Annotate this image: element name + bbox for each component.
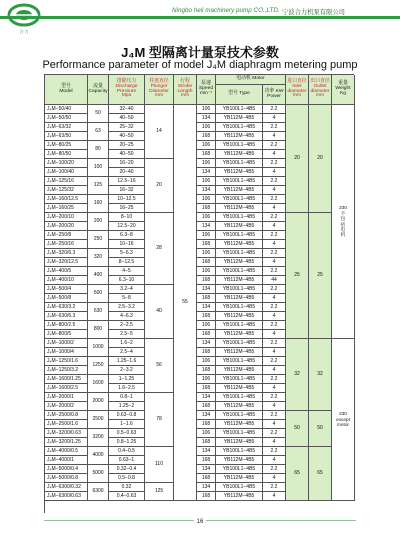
cell-capacity: 250 xyxy=(88,231,109,249)
cell-plunger: 14 xyxy=(145,105,174,159)
cell-motor-type: YB100L1−4B5 xyxy=(216,195,263,204)
company-name-cn: 宁波合力机泵有限公司 xyxy=(282,9,345,16)
cell-motor-power: 2.2 xyxy=(263,123,286,132)
cell-model: J₄M−80/25 xyxy=(45,141,88,150)
cell-motor-type: YB100L1−4B5 xyxy=(216,105,263,114)
cell-motor-power: 2.2 xyxy=(263,177,286,186)
cell-model: J₄M−1000/4 xyxy=(45,348,88,357)
cell-motor-type: YB112M−4B5 xyxy=(216,348,263,357)
cell-motor-power: 4 xyxy=(263,474,286,483)
cell-outlet: 50 xyxy=(309,411,332,447)
cell-plunger: 56 xyxy=(145,339,174,393)
cell-speed: 106 xyxy=(197,213,216,222)
cell-motor-type: YB112M−4B5 xyxy=(216,150,263,159)
cell-motor-power: 2.2 xyxy=(263,375,286,384)
cell-capacity: 3200 xyxy=(88,429,109,447)
cell-speed: 168 xyxy=(197,150,216,159)
cell-speed: 168 xyxy=(197,456,216,465)
cell-motor-type: YB100L1−4B5 xyxy=(216,141,263,150)
cell-motor-power: 4 xyxy=(263,294,286,303)
cell-motor-power: 4 xyxy=(263,150,286,159)
cell-model: J₄M−6300/0.63 xyxy=(45,492,88,501)
cell-motor-type: YB112M−4B5 xyxy=(216,240,263,249)
cell-motor-type: YB112M−4B5 xyxy=(216,312,263,321)
cell-motor-type: YB100L1−4B5 xyxy=(216,429,263,438)
page-number: 16 xyxy=(196,519,204,525)
cell-speed: 134 xyxy=(197,339,216,348)
cell-model: J₄M−63/32 xyxy=(45,123,88,132)
header-pressure: 排除压力 Discharge Pressure Mpa xyxy=(109,75,145,105)
cell-motor-type: YB100L1−4B5 xyxy=(216,123,263,132)
cell-pressure: 5−6.3 xyxy=(109,249,145,258)
cell-pressure: 0.8−1.25 xyxy=(109,438,145,447)
cell-speed: 106 xyxy=(197,195,216,204)
cell-motor-type: YB112M−4B5 xyxy=(216,492,263,501)
cell-pressure: 0.5−0.63 xyxy=(109,429,145,438)
cell-model: J₄M−800/2.5 xyxy=(45,321,88,330)
cell-speed: 168 xyxy=(197,384,216,393)
cell-motor-type: YB100L1−4B5 xyxy=(216,483,263,492)
cell-motor-type: YB100L1−4B5 xyxy=(216,447,263,456)
cell-pressure: 2−3.2 xyxy=(109,366,145,375)
cell-motor-type: YB100L1−4B5 xyxy=(216,177,263,186)
cell-motor-type: YB100L1−4B5 xyxy=(216,231,263,240)
cell-motor-power: 4 xyxy=(263,420,286,429)
cell-speed: 106 xyxy=(197,105,216,114)
cell-inlet: 32 xyxy=(286,339,309,411)
cell-speed: 168 xyxy=(197,258,216,267)
cell-pressure: 0.8−1 xyxy=(109,393,145,402)
cell-motor-power: 2.2 xyxy=(263,429,286,438)
cell-model: J₄M−400/10 xyxy=(45,276,88,285)
cell-capacity: 800 xyxy=(88,321,109,339)
cell-motor-type: YB112M−4B5 xyxy=(216,222,263,231)
cell-model: J₄M−125/16 xyxy=(45,177,88,186)
cell-motor-power: 2.2 xyxy=(263,321,286,330)
cell-speed: 106 xyxy=(197,249,216,258)
cell-pressure: 2.5−5 xyxy=(109,330,145,339)
cell-pressure: 16−20 xyxy=(109,159,145,168)
title-english: Performance parameter of model J₄M diaphragm metering pump xyxy=(42,59,358,71)
cell-pressure: 4−5 xyxy=(109,267,145,276)
cell-model: J₄M−6300/0.32 xyxy=(45,483,88,492)
cell-pressure: 12.5−16 xyxy=(109,177,145,186)
cell-motor-power: 44 xyxy=(263,276,286,285)
cell-motor-power: 2.2 xyxy=(263,213,286,222)
cell-plunger: 20 xyxy=(145,159,174,213)
cell-motor-power: 4 xyxy=(263,366,286,375)
cell-pressure: 1.25−2 xyxy=(109,402,145,411)
cell-model: J₄M−3200/1.25 xyxy=(45,438,88,447)
cell-motor-power: 2.2 xyxy=(263,465,286,474)
cell-model: J₄M−200/10 xyxy=(45,213,88,222)
cell-motor-power: 4 xyxy=(263,492,286,501)
cell-speed: 168 xyxy=(197,402,216,411)
cell-capacity: 1000 xyxy=(88,339,109,357)
cell-motor-type: YB100L1−4B5 xyxy=(216,465,263,474)
cell-model: J₄M−50/40 xyxy=(45,105,88,114)
cell-capacity: 1600 xyxy=(88,375,109,393)
cell-pressure: 8−10 xyxy=(109,213,145,222)
cell-speed: 168 xyxy=(197,420,216,429)
cell-model: J₄M−2500/0.8 xyxy=(45,411,88,420)
cell-model: J₄M−250/16 xyxy=(45,240,88,249)
cell-speed: 106 xyxy=(197,375,216,384)
cell-motor-power: 2.2 xyxy=(263,339,286,348)
cell-motor-type: YB100L1−4B5 xyxy=(216,267,263,276)
cell-model: J₄M−400/5 xyxy=(45,267,88,276)
cell-speed: 134 xyxy=(197,222,216,231)
cell-motor-power: 2.2 xyxy=(263,105,286,114)
cell-motor-type: YB100L1−4B5 xyxy=(216,375,263,384)
cell-pressure: 16−32 xyxy=(109,186,145,195)
cell-model: J₄M−320/12.5 xyxy=(45,258,88,267)
cell-motor-type: YB112M−4B5 xyxy=(216,474,263,483)
header-weight: 重量 Weight Kg xyxy=(332,75,355,105)
cell-motor-power: 2.2 xyxy=(263,411,286,420)
cell-capacity: 50 xyxy=(88,105,109,123)
cell-motor-power: 2.2 xyxy=(263,195,286,204)
cell-motor-type: YB100L1−4B5 xyxy=(216,357,263,366)
cell-motor-type: YB112M−4B5 xyxy=(216,294,263,303)
cell-capacity: 125 xyxy=(88,177,109,195)
cell-speed: 168 xyxy=(197,276,216,285)
cell-speed: 106 xyxy=(197,429,216,438)
header-capacity: 流量 Capacity xyxy=(88,75,109,105)
cell-motor-power: 4 xyxy=(263,240,286,249)
cell-motor-power: 2.2 xyxy=(263,141,286,150)
cell-plunger: 78 xyxy=(145,393,174,447)
cell-motor-power: 4 xyxy=(263,330,286,339)
cell-capacity: 100 xyxy=(88,159,109,177)
cell-weight: 230 except motor xyxy=(332,339,355,501)
header-divider xyxy=(0,16,400,19)
cell-motor-power: 2.2 xyxy=(263,267,286,276)
cell-pressure: 0.63−1 xyxy=(109,456,145,465)
cell-model: J₄M−160/12.5 xyxy=(45,195,88,204)
cell-inlet: 50 xyxy=(286,411,309,447)
header-speed: 泵速 Speed min⁻¹ xyxy=(197,75,216,105)
header-model: 型号 Model xyxy=(45,75,88,105)
cell-speed: 106 xyxy=(197,231,216,240)
cell-motor-type: YB100L1−4B5 xyxy=(216,339,263,348)
page-header xyxy=(0,0,400,36)
cell-motor-power: 2.2 xyxy=(263,357,286,366)
cell-model: J₄M−800/5 xyxy=(45,330,88,339)
cell-motor-type: YB112M−4B5 xyxy=(216,402,263,411)
cell-pressure: 20−40 xyxy=(109,168,145,177)
cell-speed: 168 xyxy=(197,330,216,339)
cell-model: J₄M−2000/1 xyxy=(45,393,88,402)
cell-model: J₄M−630/3.2 xyxy=(45,303,88,312)
cell-speed: 168 xyxy=(197,474,216,483)
cell-pressure: 32−40 xyxy=(109,105,145,114)
cell-motor-power: 4 xyxy=(263,222,286,231)
cell-motor-type: YB112M−4B5 xyxy=(216,384,263,393)
cell-speed: 168 xyxy=(197,438,216,447)
cell-capacity: 80 xyxy=(88,141,109,159)
cell-pressure: 25−32 xyxy=(109,123,145,132)
cell-model: J₄M−50/50 xyxy=(45,114,88,123)
cell-motor-power: 4 xyxy=(263,402,286,411)
logo-caption: 合 力 xyxy=(19,29,29,34)
cell-model: J₄M−2000/2 xyxy=(45,402,88,411)
cell-pressure: 40−50 xyxy=(109,132,145,141)
header-motor-power: 功率 KW Power xyxy=(263,85,286,105)
cell-stroke: 55 xyxy=(174,105,197,501)
cell-speed: 134 xyxy=(197,447,216,456)
cell-model: J₄M−100/40 xyxy=(45,168,88,177)
cell-capacity: 6300 xyxy=(88,483,109,501)
cell-model: J₄M−500/8 xyxy=(45,294,88,303)
cell-motor-type: YB112M−4B5 xyxy=(216,330,263,339)
cell-motor-type: YB112M−4B5 xyxy=(216,366,263,375)
cell-model: J₄M−1000/2 xyxy=(45,339,88,348)
cell-outlet: 65 xyxy=(309,447,332,501)
cell-pressure: 1−1.25 xyxy=(109,375,145,384)
cell-plunger: 40 xyxy=(145,285,174,339)
cell-model: J₄M−5000/0.4 xyxy=(45,465,88,474)
cell-capacity: 200 xyxy=(88,213,109,231)
cell-speed: 168 xyxy=(197,240,216,249)
cell-speed: 168 xyxy=(197,366,216,375)
cell-motor-type: YB112M−4B5 xyxy=(216,456,263,465)
cell-pressure: 2−2.5 xyxy=(109,321,145,330)
cell-speed: 134 xyxy=(197,168,216,177)
cell-model: J₄M−63/50 xyxy=(45,132,88,141)
cell-outlet: 32 xyxy=(309,339,332,411)
cell-inlet: 25 xyxy=(286,213,309,339)
cell-motor-power: 4 xyxy=(263,114,286,123)
cell-pressure: 1.25−1.6 xyxy=(109,357,145,366)
cell-model: J₄M−500/4 xyxy=(45,285,88,294)
cell-model: J₄M−200/20 xyxy=(45,222,88,231)
cell-speed: 168 xyxy=(197,348,216,357)
cell-model: J₄M−630/6.3 xyxy=(45,312,88,321)
cell-motor-power: 2.2 xyxy=(263,393,286,402)
cell-model: J₄M−100/20 xyxy=(45,159,88,168)
cell-weight: 230 不 包 括 电 机 xyxy=(332,105,355,339)
cell-motor-power: 4 xyxy=(263,438,286,447)
cell-pressure: 2.5−4 xyxy=(109,348,145,357)
cell-pressure: 3.2−4 xyxy=(109,285,145,294)
cell-pressure: 10−16 xyxy=(109,240,145,249)
cell-pressure: 6.3−8 xyxy=(109,231,145,240)
cell-motor-power: 4 xyxy=(263,186,286,195)
cell-pressure: 5−8 xyxy=(109,294,145,303)
cell-speed: 134 xyxy=(197,186,216,195)
cell-motor-type: YB112M−4B5 xyxy=(216,204,263,213)
cell-pressure: 0.63−0.8 xyxy=(109,411,145,420)
cell-model: J₄M−1250/3.2 xyxy=(45,366,88,375)
cell-speed: 106 xyxy=(197,267,216,276)
cell-model: J₄M−1600/2.5 xyxy=(45,384,88,393)
cell-pressure: 0.4−0.5 xyxy=(109,447,145,456)
cell-motor-power: 4 xyxy=(263,384,286,393)
cell-motor-type: YB100L1−4B5 xyxy=(216,303,263,312)
cell-speed: 134 xyxy=(197,393,216,402)
cell-speed: 106 xyxy=(197,159,216,168)
cell-motor-type: YB112M−4B5 xyxy=(216,420,263,429)
cell-capacity: 500 xyxy=(88,285,109,303)
cell-motor-power: 2.2 xyxy=(263,447,286,456)
header-inlet: 进口直径 Inlet diameter mm xyxy=(286,75,309,105)
cell-plunger: 110 xyxy=(145,447,174,483)
cell-speed: 134 xyxy=(197,465,216,474)
cell-motor-power: 4 xyxy=(263,456,286,465)
cell-inlet: 20 xyxy=(286,105,309,213)
cell-pressure: 0.5−0.8 xyxy=(109,474,145,483)
cell-motor-power: 4 xyxy=(263,168,286,177)
cell-motor-power: 4 xyxy=(263,132,286,141)
cell-pressure: 0.32−0.4 xyxy=(109,465,145,474)
cell-motor-type: YB112M−4B5 xyxy=(216,168,263,177)
cell-speed: 106 xyxy=(197,141,216,150)
cell-speed: 168 xyxy=(197,312,216,321)
header-plunger: 柱塞直径 Plunger Diameter mm xyxy=(145,75,174,105)
cell-capacity: 4000 xyxy=(88,447,109,465)
header-stroke: 行程 Stroke Length mm xyxy=(174,75,197,105)
cell-motor-type: YB100L1−4B5 xyxy=(216,249,263,258)
cell-plunger: 28 xyxy=(145,213,174,285)
cell-motor-power: 2.2 xyxy=(263,285,286,294)
cell-motor-type: YB100L1−4B5 xyxy=(216,321,263,330)
cell-pressure: 20−25 xyxy=(109,141,145,150)
cell-speed: 106 xyxy=(197,123,216,132)
cell-pressure: 4−6.3 xyxy=(109,312,145,321)
cell-motor-type: YB112M−4B5 xyxy=(216,276,263,285)
cell-speed: 168 xyxy=(197,132,216,141)
cell-capacity: 630 xyxy=(88,303,109,321)
cell-speed: 134 xyxy=(197,285,216,294)
cell-capacity: 63 xyxy=(88,123,109,141)
cell-model: J₄M−4000/0.5 xyxy=(45,447,88,456)
cell-motor-type: YB100L1−4B5 xyxy=(216,285,263,294)
cell-capacity: 2500 xyxy=(88,411,109,429)
cell-pressure: 8−12.5 xyxy=(109,258,145,267)
cell-motor-type: YB100L1−4B5 xyxy=(216,411,263,420)
parameter-table xyxy=(44,74,354,513)
cell-motor-power: 4 xyxy=(263,204,286,213)
cell-motor-power: 4 xyxy=(263,348,286,357)
cell-speed: 168 xyxy=(197,294,216,303)
cell-pressure: 6.3−10 xyxy=(109,276,145,285)
cell-motor-type: YB112M−4B5 xyxy=(216,186,263,195)
cell-pressure: 1.6−2.5 xyxy=(109,384,145,393)
cell-motor-type: YB100L1−4B5 xyxy=(216,393,263,402)
cell-model: J₄M−125/32 xyxy=(45,186,88,195)
cell-motor-power: 2.2 xyxy=(263,249,286,258)
cell-speed: 106 xyxy=(197,357,216,366)
cell-motor-power: 2.2 xyxy=(263,483,286,492)
cell-pressure: 2.5−3.2 xyxy=(109,303,145,312)
cell-pressure: 40−50 xyxy=(109,150,145,159)
company-name-en: Ningbo heli machinery pump CO.,LTD. xyxy=(172,7,280,14)
cell-motor-type: YB100L1−4B5 xyxy=(216,159,263,168)
cell-speed: 134 xyxy=(197,114,216,123)
cell-motor-power: 4 xyxy=(263,258,286,267)
cell-outlet: 20 xyxy=(309,105,332,213)
cell-motor-power: 2.2 xyxy=(263,159,286,168)
cell-motor-power: 2.2 xyxy=(263,303,286,312)
cell-speed: 168 xyxy=(197,204,216,213)
cell-pressure: 0.4−0.63 xyxy=(109,492,145,501)
cell-motor-type: YB112M−4B5 xyxy=(216,258,263,267)
cell-capacity: 5000 xyxy=(88,465,109,483)
header-motor: 电动机 Motor xyxy=(216,75,286,85)
cell-speed: 134 xyxy=(197,411,216,420)
cell-capacity: 1250 xyxy=(88,357,109,375)
cell-capacity: 320 xyxy=(88,249,109,267)
cell-speed: 168 xyxy=(197,492,216,501)
cell-model: J₄M−2500/1.6 xyxy=(45,420,88,429)
cell-model: J₄M−3200/0.63 xyxy=(45,429,88,438)
cell-motor-type: YB112M−4B5 xyxy=(216,114,263,123)
cell-pressure: 10−12.5 xyxy=(109,195,145,204)
cell-speed: 106 xyxy=(197,321,216,330)
cell-pressure: 16−25 xyxy=(109,204,145,213)
cell-model: J₄M−4000/1 xyxy=(45,456,88,465)
cell-model: J₄M−80/50 xyxy=(45,150,88,159)
cell-motor-power: 4 xyxy=(263,312,286,321)
cell-capacity: 2000 xyxy=(88,393,109,411)
cell-motor-type: YB100L1−4B5 xyxy=(216,213,263,222)
cell-pressure: 40−50 xyxy=(109,114,145,123)
cell-pressure: 12.5−20 xyxy=(109,222,145,231)
cell-model: J₄M−250/8 xyxy=(45,231,88,240)
cell-model: J₄M−1250/1.6 xyxy=(45,357,88,366)
header-outlet: 出口直径 Outlet diameter mm xyxy=(309,75,332,105)
cell-model: J₄M−320/6.3 xyxy=(45,249,88,258)
title-chinese: J₄M 型隔离计量泵技术参数 xyxy=(121,45,279,60)
cell-inlet: 65 xyxy=(286,447,309,501)
cell-motor-type: YB112M−4B5 xyxy=(216,438,263,447)
cell-model: J₄M−5000/0.8 xyxy=(45,474,88,483)
cell-model: J₄M−160/25 xyxy=(45,204,88,213)
cell-motor-type: YB112M−4B5 xyxy=(216,132,263,141)
cell-pressure: 1.6−2 xyxy=(109,339,145,348)
cell-outlet: 25 xyxy=(309,213,332,339)
cell-speed: 106 xyxy=(197,177,216,186)
cell-model: J₄M−1600/1.25 xyxy=(45,375,88,384)
cell-capacity: 160 xyxy=(88,195,109,213)
header-motor-type: 型号 Type xyxy=(216,85,263,105)
cell-motor-power: 2.2 xyxy=(263,231,286,240)
cell-pressure: 0.32 xyxy=(109,483,145,492)
cell-speed: 134 xyxy=(197,483,216,492)
cell-speed: 134 xyxy=(197,303,216,312)
cell-capacity: 400 xyxy=(88,267,109,285)
cell-pressure: 1−1.6 xyxy=(109,420,145,429)
cell-plunger: 125 xyxy=(145,483,174,501)
